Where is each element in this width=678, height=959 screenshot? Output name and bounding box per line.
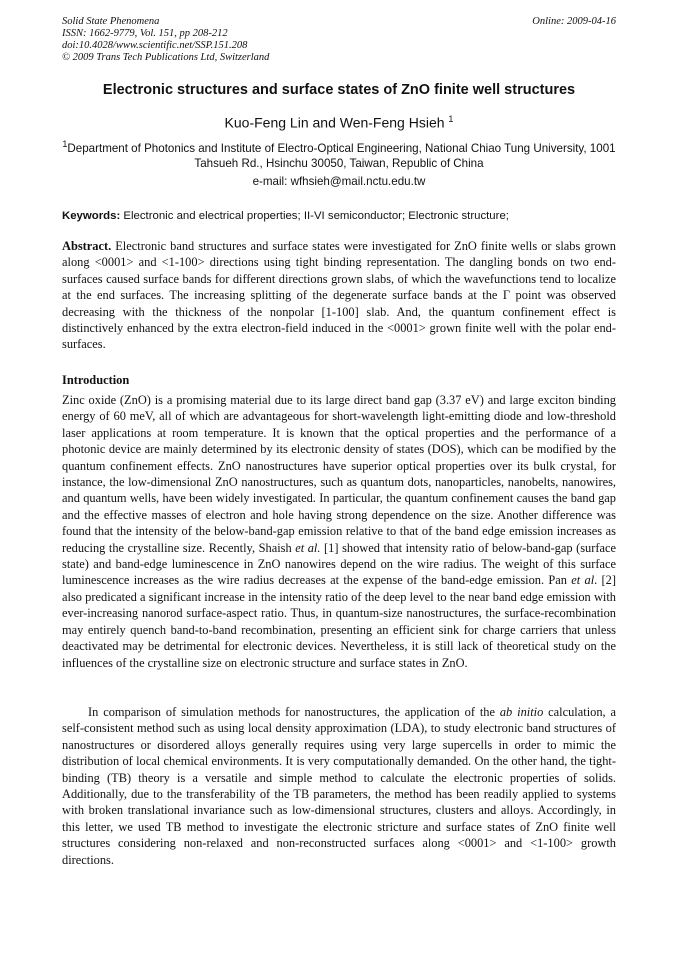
issn-line: ISSN: 1662-9779, Vol. 151, pp 208-212 <box>62 28 228 39</box>
introduction-paragraph-2 <box>62 704 616 868</box>
journal-header <box>62 16 616 64</box>
paper-title: Electronic structures and surface states of ZnO finite well structures <box>102 82 576 98</box>
author-affiliation-mark: 1 <box>448 114 454 124</box>
abstract-label: Abstract. <box>62 239 112 253</box>
contact-email: e-mail: wfhsieh@mail.nctu.edu.tw <box>252 175 426 188</box>
affiliation-mark: 1 <box>62 139 68 149</box>
keywords-label: Keywords: <box>62 210 121 222</box>
intro-p1-part-a: Zinc oxide (ZnO) is a promising material due to its large direct band gap (3.37 eV) and large exciton binding energy of 60 meV, all of which are advantageous for short-wavelength light-emitting diode and low-threshold laser applications at room temperature. It is known that the optical properties and the performance of a photonic device are mainly determined by its electronic density of states (DOS), which can be modified by the quantum confinement effects. ZnO nanostructures have superior optical properties over its bulk crystal, for instance, the low-dimensional ZnO nanostructures, such as quantum dots, nanoparticles, nanobelts, nanowires, and quantum wells, have been widely investigated. In particular, the quantum confinement causes the band gap and the effective masses of electron and hole having strong dependence on the size. Another difference was found that the intensity of the below-band-gap emission relative to that of the band edge emission increases as reducing the crystalline size. Recently, Shaish <box>62 393 616 555</box>
online-date: Online: 2009-04-16 <box>532 16 616 27</box>
intro-p1-etal-1: et al. <box>295 540 321 555</box>
intro-p1-part-c: . [2] also predicated a significant increase in the intensity ratio of the deep level to the near band edge emission with ever-increasing nanorod surface-aspect ratio. Thus, in quantum-size nanostructures, the surface-recombination may entirely quench band-to-band recombination, presenting an efficient sink for charge carriers that unless deactivated may be detrimental for electronic devices. Nevertheless, it is still lack of theoretical study on the influences of the crystalline size on electronic structure and surface states in ZnO. <box>62 573 616 670</box>
intro-p2-part-b: calculation, a self-consistent method such as using local density approximation (LDA), to study electronic band structures of nanostructures or disordered alloys generally requires using very large supercells in order to mimic the distribution of local chemical environments. It is very computationally demanded. On the other hand, the tight-binding (TB) theory is a versatile and simple method to calculate the electronic properties of solids. Additionally, due to the transferability of the TB parameters, the method has been readily applied to systems with broken translational invariance such as low-dimensional structures, clusters and alloys. Accordingly, in this letter, we used TB method to investigate the electronic stricture and surface states of ZnO finite well structures considering non-relaxed and non-reconstructed surfaces along <0001> and <1-100> growth directions. <box>62 705 617 867</box>
author-list <box>0 114 678 131</box>
affiliation-text: Department of Photonics and Institute of Electro-Optical Engineering, National Chiao Tung University, 1001 Tahsueh Rd., Hsinchu 30050, Taiwan, Republic of China <box>67 141 616 171</box>
copyright-line: © 2009 Trans Tech Publications Ltd, Switzerland <box>62 52 270 63</box>
intro-p2-part-a: In comparison of simulation methods for nanostructures, the application of the <box>88 705 500 719</box>
journal-name: Solid State Phenomena <box>62 16 160 27</box>
abstract-paragraph <box>62 238 616 353</box>
authors-text: Kuo-Feng Lin and Wen-Feng Hsieh <box>224 114 445 131</box>
doi-line: doi:10.4028/www.scientific.net/SSP.151.208 <box>62 40 248 51</box>
intro-p1-part-b: [1] showed that intensity ratio of below-band-gap (surface state) and band-edge luminescence in ZnO nanowires depend on the wire radius. The weight of this surface luminescence increases as the wire radius decreases at the expense of the band-edge emission. Pan <box>62 540 616 588</box>
intro-p1-etal-2: et al <box>571 573 595 588</box>
keywords-line <box>62 210 616 222</box>
keywords-text: Electronic and electrical properties; II-VI semiconductor; Electronic structure; <box>120 210 509 222</box>
intro-p2-ab-initio: ab initio <box>499 705 544 719</box>
introduction-heading: Introduction <box>62 373 130 387</box>
abstract-text: Electronic band structures and surface states were investigated for ZnO finite wells or slabs grown along <0001> and <1-100> directions using tight binding representation. The dangling bonds on two end-surfaces caused surface bands for different directions grown slabs, of which the wavefunctions tend to localize at the end surfaces. The increasing splitting of the degenerate surface bands at the Γ point was observed decreasing with the thickness of the nonpolar [1-100] slab. And, the quantum confinement effect is distinctively enhanced by the extra electron-field induced in the <0001> grown finite well with the polar end-surfaces. <box>62 239 616 352</box>
affiliation <box>62 137 616 172</box>
introduction-paragraph-1 <box>62 392 616 671</box>
